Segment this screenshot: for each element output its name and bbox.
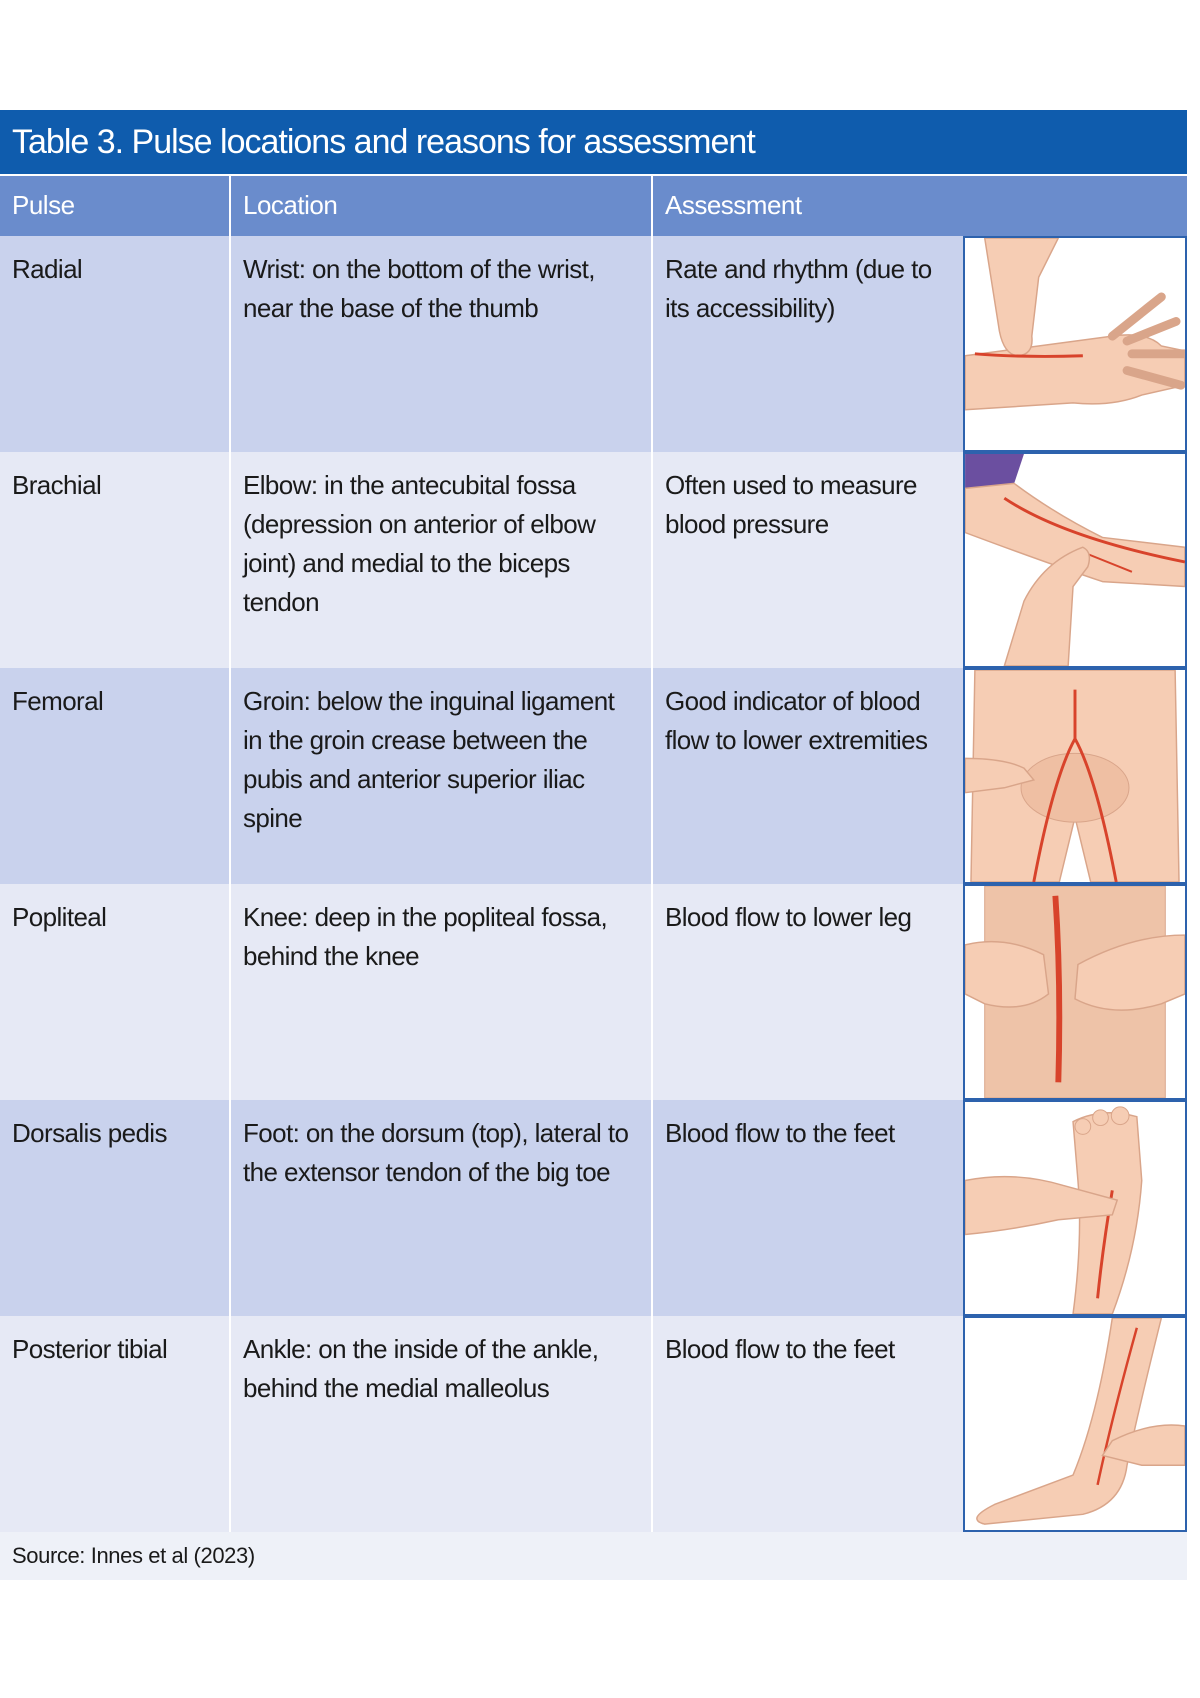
groin-pulse-illustration: [963, 668, 1187, 884]
table-row: [0, 668, 1187, 884]
header-assessment: Assessment: [651, 176, 1187, 236]
foot-pulse-illustration: [963, 1100, 1187, 1316]
pulse-location: Knee: deep in the popliteal fossa, behind the knee: [229, 884, 651, 1100]
pulse-table: [0, 110, 1187, 1580]
table-source: Source: Innes et al (2023): [0, 1532, 1187, 1580]
table-title: Table 3. Pulse locations and reasons for assessment: [0, 110, 1187, 174]
table-row: [0, 1100, 1187, 1316]
pulse-name: Dorsalis pedis: [12, 1118, 167, 1148]
table-row: [0, 236, 1187, 452]
pulse-name: Popliteal: [12, 902, 107, 932]
table-row: [0, 884, 1187, 1100]
pulse-location: Ankle: on the inside of the ankle, behind the medial malleolus: [229, 1316, 651, 1532]
knee-pulse-illustration: [963, 884, 1187, 1100]
header-pulse: Pulse: [12, 190, 75, 220]
pulse-location: Wrist: on the bottom of the wrist, near the base of the thumb: [229, 236, 651, 452]
table-row: [0, 1316, 1187, 1532]
pulse-name: Radial: [12, 254, 83, 284]
pulse-assessment: Blood flow to the feet: [651, 1316, 963, 1532]
pulse-name: Femoral: [12, 686, 104, 716]
pulse-assessment: Blood flow to the feet: [651, 1100, 963, 1316]
pulse-location: Foot: on the dorsum (top), lateral to the extensor tendon of the big toe: [229, 1100, 651, 1316]
pulse-assessment: Often used to measure blood pressure: [651, 452, 963, 668]
pulse-name: Brachial: [12, 470, 102, 500]
pulse-assessment: Good indicator of blood flow to lower extremities: [651, 668, 963, 884]
table-row: [0, 452, 1187, 668]
ankle-pulse-illustration: [963, 1316, 1187, 1532]
header-location: Location: [229, 176, 651, 236]
table-header-row: [0, 174, 1187, 236]
pulse-assessment: Rate and rhythm (due to its accessibility): [651, 236, 963, 452]
pulse-location: Elbow: in the antecubital fossa (depression on anterior of elbow joint) and medial to the biceps tendon: [229, 452, 651, 668]
pulse-location: Groin: below the inguinal ligament in the groin crease between the pubis and anterior superior iliac spine: [229, 668, 651, 884]
pulse-assessment: Blood flow to lower leg: [651, 884, 963, 1100]
elbow-pulse-illustration: [963, 452, 1187, 668]
pulse-name: Posterior tibial: [12, 1334, 168, 1364]
wrist-pulse-illustration: [963, 236, 1187, 452]
